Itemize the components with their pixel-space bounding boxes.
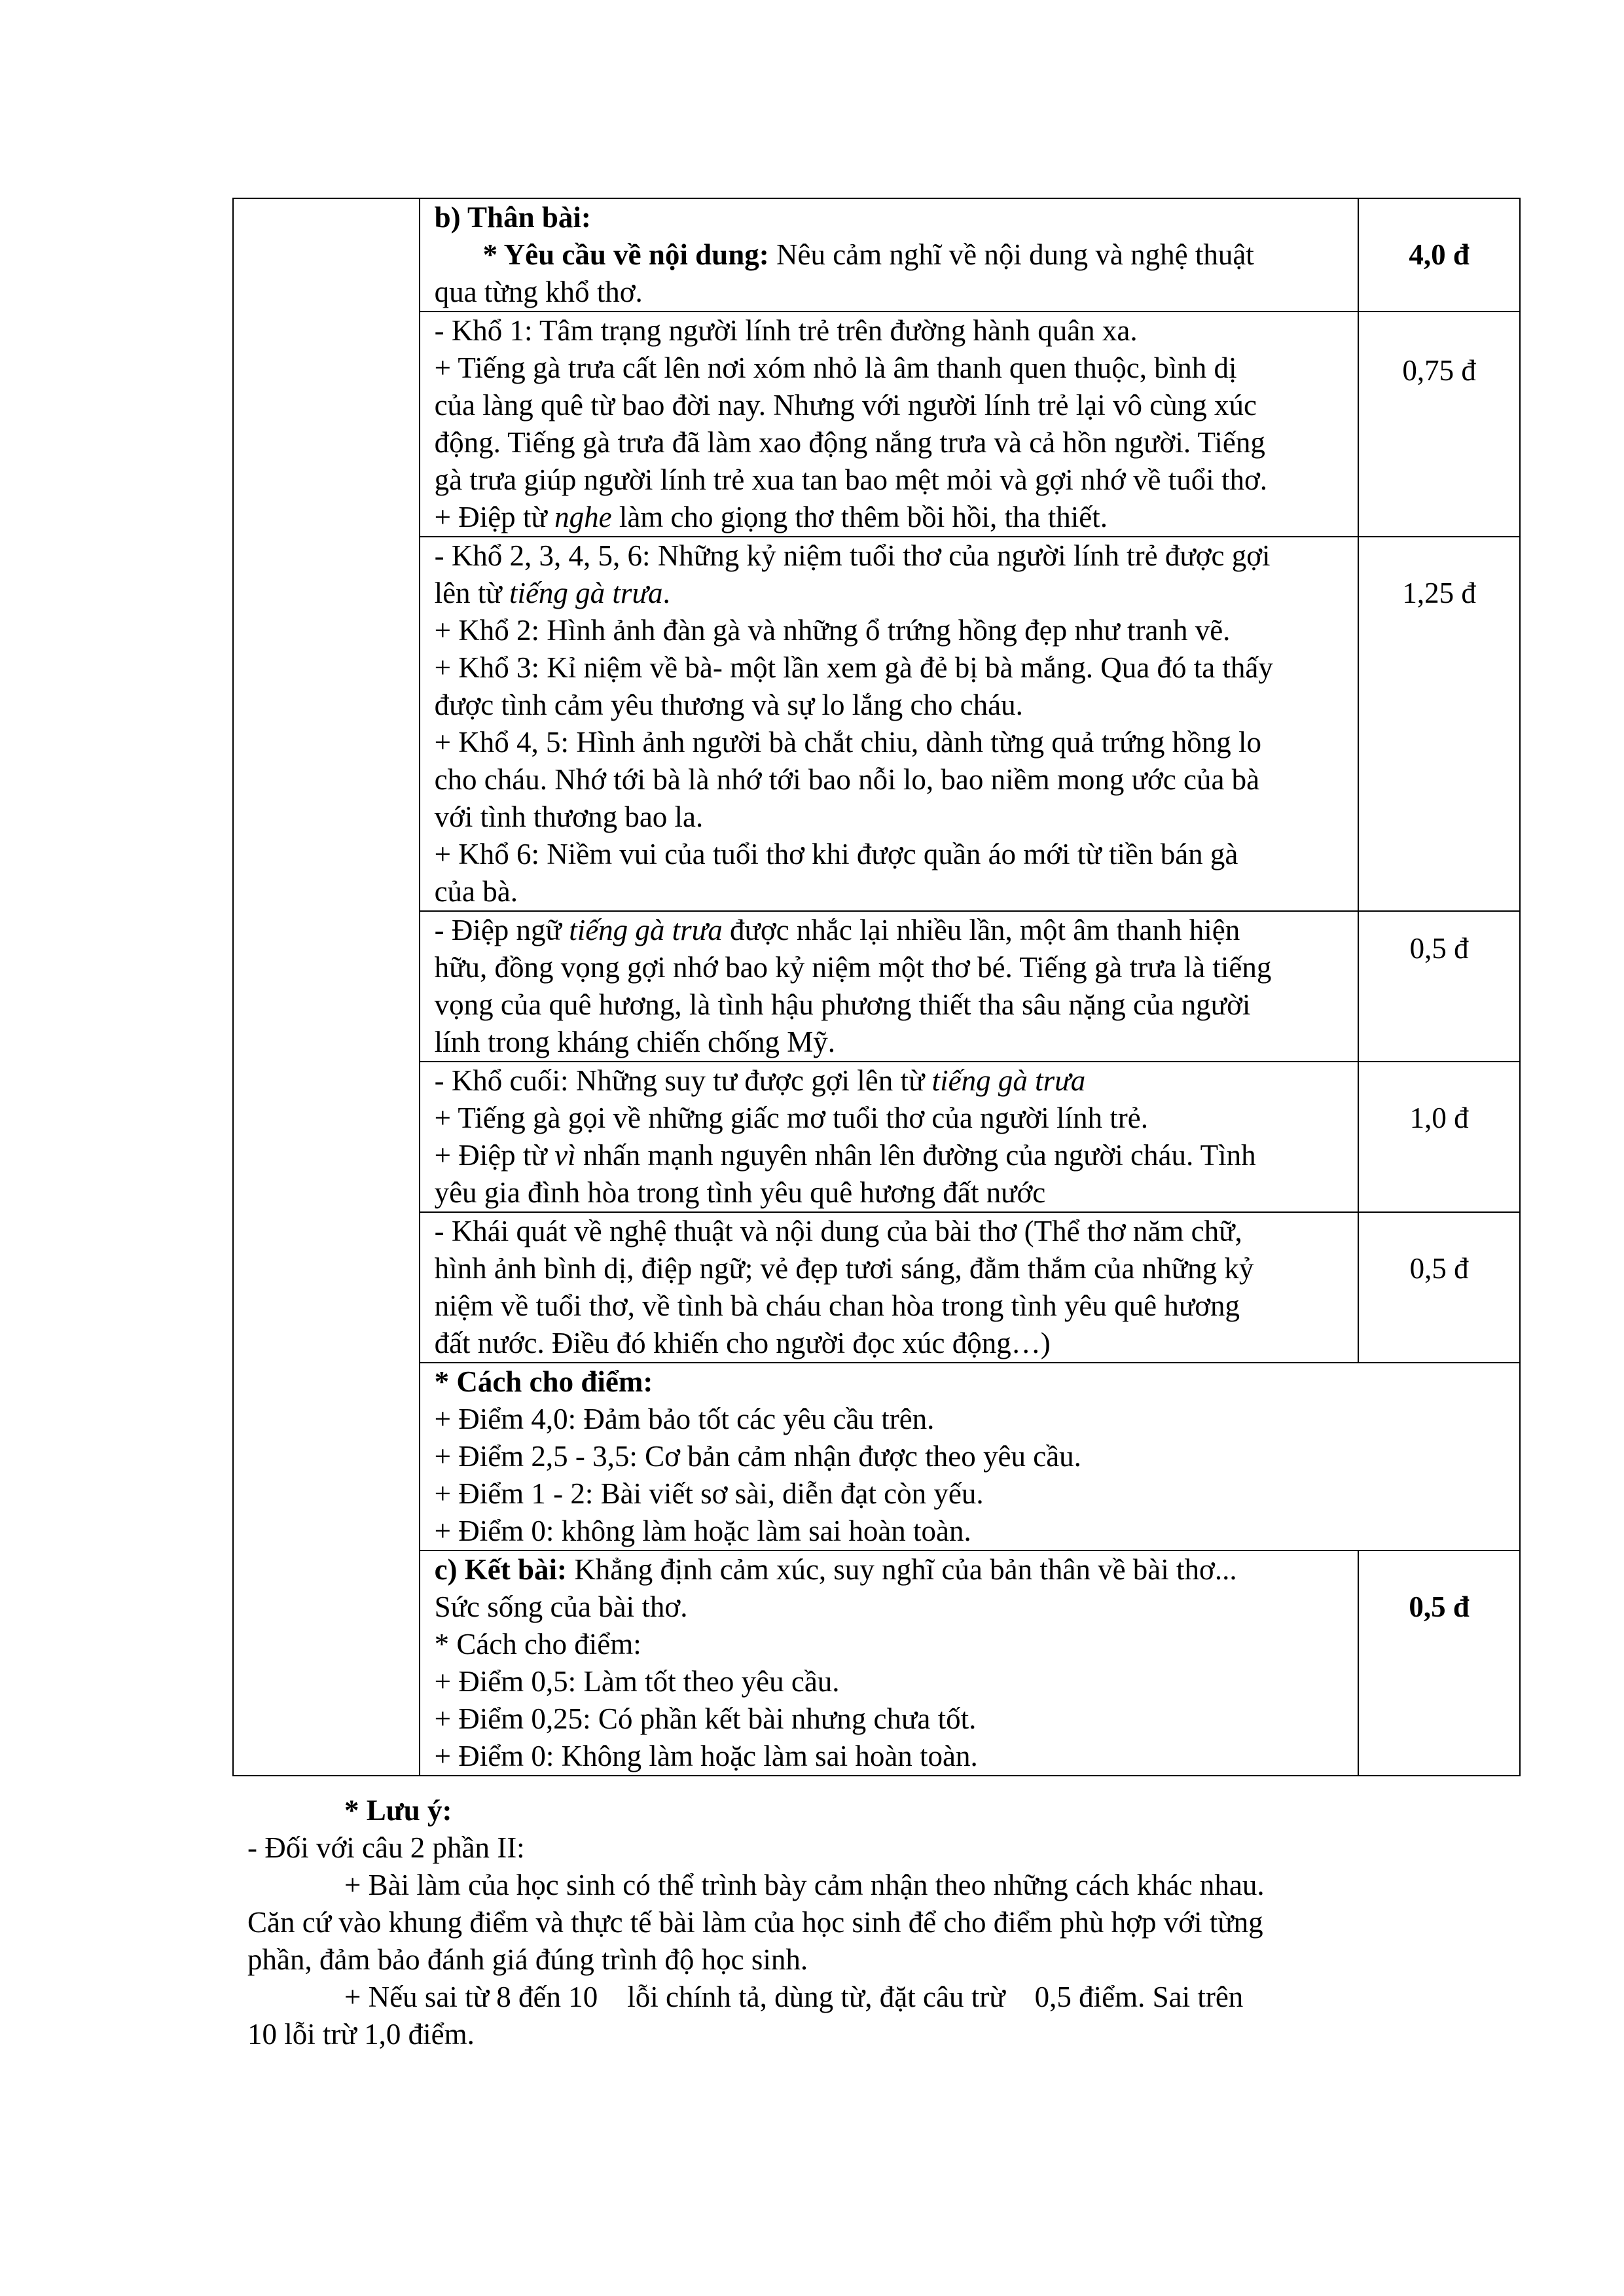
text-line [435,499,1352,536]
table-row [233,312,1520,537]
text-line: đất nước. Điều đó khiến cho người đọc xúc động…) [434,1327,1051,1359]
text-fragment: - Khổ cuối: Những suy tư được gợi lên từ [434,1064,932,1097]
khai-quat-cell [420,1212,1359,1363]
text-line: + Khổ 2: Hình ảnh đàn gà và những ổ trứng hồng đẹp như tranh vẽ. [434,614,1231,647]
table-row [233,1062,1520,1212]
score-diep-ngu: 0,5 đ [1358,911,1520,1062]
text-line: * Cách cho điểm: [434,1628,641,1660]
text-line: - Khái quát về nghệ thuật và nội dung của bài thơ (Thể thơ năm chữ, [434,1215,1242,1247]
text-fragment: . [662,577,670,609]
score-ket-bai: 0,5 đ [1358,1551,1520,1776]
notes-line: phần, đảm bảo đánh giá đúng trình độ học sinh. [247,1943,808,1976]
ket-bai-cell [420,1551,1359,1776]
text-line [435,1137,1352,1174]
cach-cho-diem-cell [420,1363,1520,1551]
text-line: niệm về tuổi thơ, về tình bà cháu chan hòa trong tình yêu quê hương [434,1289,1240,1322]
text-line: với tình thương bao la. [434,800,704,833]
text-line: + Khổ 4, 5: Hình ảnh người bà chắt chiu, dành từng quả trứng hồng lo [434,726,1261,759]
text-line: + Tiếng gà gọi về những giấc mơ tuổi thơ của người lính trẻ. [434,1102,1149,1134]
text-line: + Điểm 0,25: Có phần kết bài nhưng chưa tốt. [434,1702,977,1735]
text-line: + Điểm 4,0: Đảm bảo tốt các yêu cầu trên. [434,1403,935,1435]
text-line: cho cháu. Nhớ tới bà là nhớ tới bao nỗi lo, bao niềm mong ước của bà [434,763,1260,796]
text-line: Sức sống của bài thơ. [434,1590,688,1623]
text-fragment: lên từ [434,577,509,609]
empty-first-column [233,198,420,1776]
text-line: + Khổ 3: Kỉ niệm về bà- một lần xem gà đẻ bị bà mắng. Qua đó ta thấy [434,651,1273,684]
score-kho2-6: 1,25 đ [1358,537,1520,911]
notes-line: + Bài làm của học sinh có thể trình bày cảm nhận theo những cách khác nhau. [344,1869,1265,1901]
text-line: + Điểm 2,5 - 3,5: Cơ bản cảm nhận được theo yêu cầu. [434,1440,1081,1473]
than-bai-cell [420,198,1359,312]
diep-ngu-cell [420,911,1359,1062]
text-fragment: nhấn mạnh nguyên nhân lên đường của người cháu. Tình [575,1139,1256,1172]
cach-cho-diem-heading: * Cách cho điểm: [434,1365,653,1398]
score-than-bai: 4,0 đ [1358,198,1520,312]
text-line: được tình cảm yêu thương và sự lo lắng cho cháu. [434,689,1023,721]
requirement-label: * Yêu cầu về nội dung: [482,238,769,271]
text-line [435,912,1352,949]
text-fragment: Khẳng định cảm xúc, suy nghĩ của bản thân về bài thơ... [567,1553,1237,1586]
notes-title: * Lưu ý: [344,1794,452,1827]
notes-line: Căn cứ vào khung điểm và thực tế bài làm của học sinh để cho điểm phù hợp với từng [247,1906,1263,1939]
table-row [233,1212,1520,1363]
text-line: vọng của quê hương, là tình hậu phương thiết tha sâu nặng của người [434,988,1251,1021]
ket-bai-label: c) Kết bài: [434,1553,568,1586]
text-fragment: + Điệp từ [434,1139,555,1172]
text-line: gà trưa giúp người lính trẻ xua tan bao mệt mỏi và gợi nhớ về tuổi thơ. [434,463,1268,496]
text-line [435,1062,1352,1100]
text-line [435,575,1352,612]
italic-fragment: nghe [554,501,612,533]
text-line: hữu, đồng vọng gợi nhớ bao kỷ niệm một thơ bé. Tiếng gà trưa là tiếng [434,951,1272,984]
notes-section [247,1792,1386,2053]
kho2-6-cell [420,537,1359,911]
notes-line: 10 lỗi trừ 1,0 điểm. [247,2018,475,2051]
text-line: hình ảnh bình dị, điệp ngữ; vẻ đẹp tươi sáng, đằm thắm của những kỷ [434,1252,1254,1285]
text-line: của bà. [434,875,518,908]
italic-fragment: vì [554,1139,576,1172]
table-row [233,911,1520,1062]
content-requirement [435,236,1352,274]
kho1-cell [420,312,1359,537]
than-bai-heading: b) Thân bài: [434,201,591,234]
text-line: + Điểm 0: không làm hoặc làm sai hoàn toàn. [434,1515,971,1547]
kho-cuoi-cell [420,1062,1359,1212]
text-line: + Điểm 0,5: Làm tốt theo yêu cầu. [434,1665,840,1698]
requirement-text-2: qua từng khổ thơ. [434,276,643,308]
text-line: + Điểm 1 - 2: Bài viết sơ sài, diễn đạt còn yếu. [434,1477,984,1510]
text-line [435,1551,1352,1588]
text-fragment: - Điệp ngữ [434,914,569,946]
text-line: - Khổ 2, 3, 4, 5, 6: Những kỷ niệm tuổi thơ của người lính trẻ được gợi [434,539,1271,572]
italic-fragment: tiếng gà trưa [931,1064,1086,1097]
table-row [233,1363,1520,1551]
text-line: của làng quê từ bao đời nay. Nhưng với người lính trẻ lại vô cùng xúc [434,389,1257,422]
italic-fragment: tiếng gà trưa [569,914,723,946]
score-khai-quat: 0,5 đ [1358,1212,1520,1363]
text-line: + Khổ 6: Niềm vui của tuổi thơ khi được quần áo mới từ tiền bán gà [434,838,1238,870]
score-kho-cuoi: 1,0 đ [1358,1062,1520,1212]
text-line: động. Tiếng gà trưa đã làm xao động nắng trưa và cả hồn người. Tiếng [434,426,1265,459]
text-line: + Điểm 0: Không làm hoặc làm sai hoàn toàn. [434,1740,978,1772]
text-fragment: làm cho giọng thơ thêm bồi hồi, tha thiết. [611,501,1108,533]
notes-line: - Đối với câu 2 phần II: [247,1831,525,1864]
table-row [233,198,1520,312]
text-fragment: + Điệp từ [434,501,555,533]
text-line: + Tiếng gà trưa cất lên nơi xóm nhỏ là âm thanh quen thuộc, bình dị [434,351,1237,384]
table-row [233,537,1520,911]
score-kho1: 0,75 đ [1358,312,1520,537]
requirement-text: Nêu cảm nghĩ về nội dung và nghệ thuật [768,238,1254,271]
text-line: yêu gia đình hòa trong tình yêu quê hương đất nước [434,1176,1046,1209]
text-line: lính trong kháng chiến chống Mỹ. [434,1026,835,1058]
grading-table [232,198,1521,1776]
notes-line: + Nếu sai từ 8 đến 10 lỗi chính tả, dùng từ, đặt câu trừ 0,5 điểm. Sai trên [344,1981,1244,2013]
italic-fragment: tiếng gà trưa [509,577,663,609]
text-line: - Khổ 1: Tâm trạng người lính trẻ trên đường hành quân xa. [434,314,1138,347]
text-fragment: được nhắc lại nhiều lần, một âm thanh hiện [722,914,1240,946]
table-row [233,1551,1520,1776]
